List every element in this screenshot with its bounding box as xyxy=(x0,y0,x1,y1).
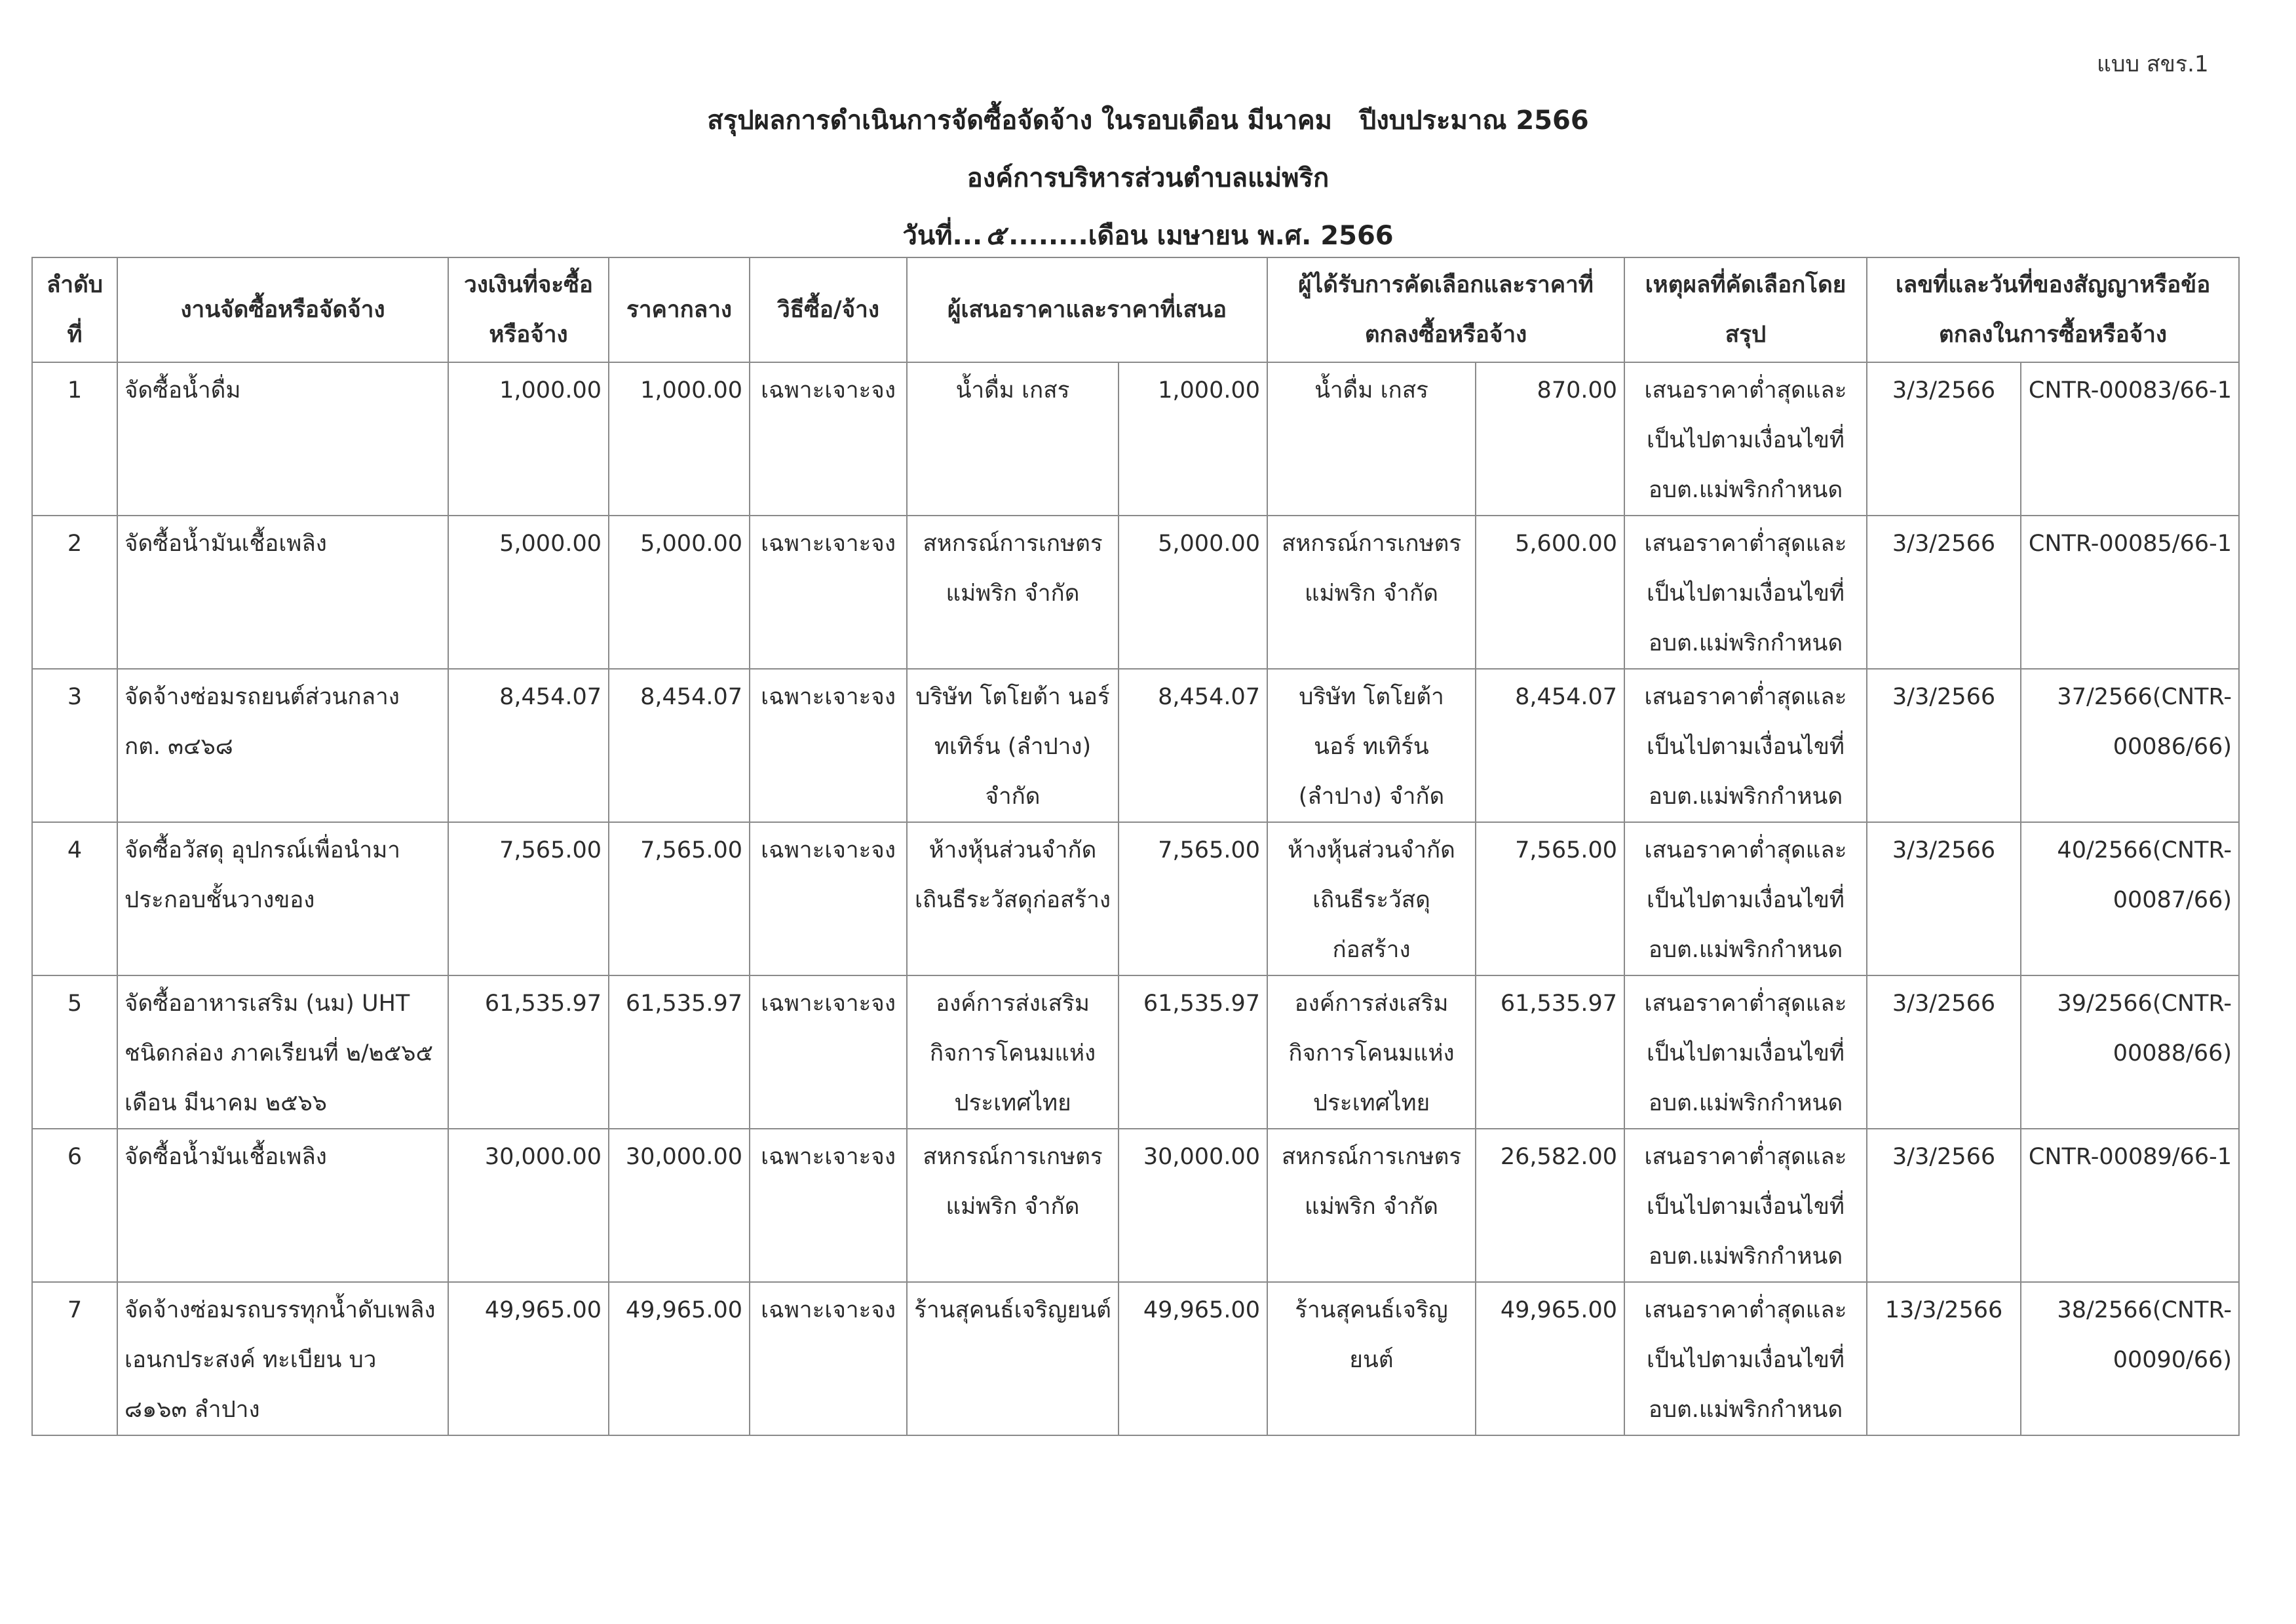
procurement-table xyxy=(31,257,2240,1436)
cell-bid-price: 49,965.00 xyxy=(1119,1282,1267,1435)
cell-bid-price: 8,454.07 xyxy=(1119,669,1267,822)
cell-no: 5 xyxy=(32,975,117,1129)
table-row xyxy=(32,362,2239,516)
cell-median-price: 5,000.00 xyxy=(609,516,750,669)
cell-reason: เสนอราคาต่ำสุดและเป็นไปตามเงื่อนไขที่ อบต.แม่พริกกำหนด xyxy=(1624,822,1867,975)
table-row xyxy=(32,975,2239,1129)
cell-bidder: สหกรณ์การเกษตร แม่พริก จำกัด xyxy=(907,516,1119,669)
table-header-row xyxy=(32,257,2239,362)
header-reason: เหตุผลที่คัดเลือกโดยสรุป xyxy=(1624,257,1867,362)
header-selected: ผู้ได้รับการคัดเลือกและราคาที่ตกลงซื้อหรือจ้าง xyxy=(1267,257,1624,362)
cell-method: เฉพาะเจาะจง xyxy=(750,362,907,516)
cell-reason: เสนอราคาต่ำสุดและเป็นไปตามเงื่อนไขที่ อบต.แม่พริกกำหนด xyxy=(1624,1282,1867,1435)
cell-contract-date: 3/3/2566 xyxy=(1867,669,2021,822)
cell-contract-date: 3/3/2566 xyxy=(1867,822,2021,975)
cell-no: 4 xyxy=(32,822,117,975)
cell-contract-date: 3/3/2566 xyxy=(1867,1129,2021,1282)
cell-reason: เสนอราคาต่ำสุดและเป็นไปตามเงื่อนไขที่ อบต.แม่พริกกำหนด xyxy=(1624,669,1867,822)
cell-method: เฉพาะเจาะจง xyxy=(750,822,907,975)
cell-contract-no: 40/2566(CNTR-00087/66) xyxy=(2021,822,2239,975)
table-row xyxy=(32,669,2239,822)
table-row xyxy=(32,516,2239,669)
cell-winner: ร้านสุคนธ์เจริญยนต์ xyxy=(1267,1282,1476,1435)
cell-median-price: 30,000.00 xyxy=(609,1129,750,1282)
cell-median-price: 7,565.00 xyxy=(609,822,750,975)
cell-win-price: 49,965.00 xyxy=(1476,1282,1624,1435)
cell-bidder: ห้างหุ้นส่วนจำกัด เถินธีระวัสดุก่อสร้าง xyxy=(907,822,1119,975)
cell-reason: เสนอราคาต่ำสุดและเป็นไปตามเงื่อนไขที่ อบต.แม่พริกกำหนด xyxy=(1624,516,1867,669)
cell-no: 3 xyxy=(32,669,117,822)
cell-budget: 49,965.00 xyxy=(448,1282,609,1435)
cell-bid-price: 30,000.00 xyxy=(1119,1129,1267,1282)
cell-winner: สหกรณ์การเกษตร แม่พริก จำกัด xyxy=(1267,516,1476,669)
cell-contract-date: 3/3/2566 xyxy=(1867,516,2021,669)
cell-work: จัดซื้อวัสดุ อุปกรณ์เพื่อนำมาประกอบชั้นวางของ xyxy=(117,822,448,975)
cell-bidder: สหกรณ์การเกษตร แม่พริก จำกัด xyxy=(907,1129,1119,1282)
cell-winner: น้ำดื่ม เกสร xyxy=(1267,362,1476,516)
table-row xyxy=(32,1129,2239,1282)
cell-method: เฉพาะเจาะจง xyxy=(750,1282,907,1435)
cell-winner: องค์การส่งเสริม กิจการโคนมแห่ง ประเทศไทย xyxy=(1267,975,1476,1129)
cell-win-price: 5,600.00 xyxy=(1476,516,1624,669)
cell-median-price: 8,454.07 xyxy=(609,669,750,822)
date-suffix: ........เดือน เมษายน พ.ศ. 2566 xyxy=(1008,221,1394,251)
cell-bidder: ร้านสุคนธ์เจริญยนต์ xyxy=(907,1282,1119,1435)
cell-contract-no: CNTR-00083/66-1 xyxy=(2021,362,2239,516)
cell-budget: 30,000.00 xyxy=(448,1129,609,1282)
header-work: งานจัดซื้อหรือจัดจ้าง xyxy=(117,257,448,362)
handwritten-day: ๕ xyxy=(985,221,1006,251)
table-row xyxy=(32,1282,2239,1435)
cell-work: จัดซื้อน้ำดื่ม xyxy=(117,362,448,516)
cell-work: จัดจ้างซ่อมรถยนต์ส่วนกลาง กต. ๓๔๖๘ xyxy=(117,669,448,822)
cell-bid-price: 61,535.97 xyxy=(1119,975,1267,1129)
cell-no: 2 xyxy=(32,516,117,669)
header-budget: วงเงินที่จะซื้อหรือจ้าง xyxy=(448,257,609,362)
cell-bidder: น้ำดื่ม เกสร xyxy=(907,362,1119,516)
report-title: สรุปผลการดำเนินการจัดซื้อจัดจ้าง ในรอบเดือน มีนาคม ปีงบประมาณ 2566 xyxy=(707,105,1589,136)
header-bidders: ผู้เสนอราคาและราคาที่เสนอ xyxy=(907,257,1267,362)
cell-reason: เสนอราคาต่ำสุดและเป็นไปตามเงื่อนไขที่ อบต.แม่พริกกำหนด xyxy=(1624,362,1867,516)
organization-name: องค์การบริหารส่วนตำบลแม่พริก xyxy=(966,163,1330,193)
cell-bid-price: 1,000.00 xyxy=(1119,362,1267,516)
cell-bidder: บริษัท โตโยต้า นอร์ ทเทิร์น (ลำปาง) จำกัด xyxy=(907,669,1119,822)
cell-win-price: 61,535.97 xyxy=(1476,975,1624,1129)
cell-contract-no: 37/2566(CNTR-00086/66) xyxy=(2021,669,2239,822)
cell-no: 6 xyxy=(32,1129,117,1282)
cell-work: จัดจ้างซ่อมรถบรรทุกน้ำดับเพลิง เอนกประสงค์ ทะเบียน บว ๘๑๖๓ ลำปาง xyxy=(117,1282,448,1435)
cell-method: เฉพาะเจาะจง xyxy=(750,516,907,669)
cell-contract-no: 39/2566(CNTR-00088/66) xyxy=(2021,975,2239,1129)
cell-method: เฉพาะเจาะจง xyxy=(750,1129,907,1282)
cell-winner: สหกรณ์การเกษตร แม่พริก จำกัด xyxy=(1267,1129,1476,1282)
cell-contract-no: CNTR-00089/66-1 xyxy=(2021,1129,2239,1282)
header-no: ลำดับที่ xyxy=(32,257,117,362)
cell-median-price: 49,965.00 xyxy=(609,1282,750,1435)
cell-contract-date: 3/3/2566 xyxy=(1867,362,2021,516)
cell-winner: ห้างหุ้นส่วนจำกัด เถินธีระวัสดุก่อสร้าง xyxy=(1267,822,1476,975)
cell-reason: เสนอราคาต่ำสุดและเป็นไปตามเงื่อนไขที่ อบต.แม่พริกกำหนด xyxy=(1624,975,1867,1129)
cell-reason: เสนอราคาต่ำสุดและเป็นไปตามเงื่อนไขที่ อบต.แม่พริกกำหนด xyxy=(1624,1129,1867,1282)
cell-work: จัดซื้ออาหารเสริม (นม) UHT ชนิดกล่อง ภาคเรียนที่ ๒/๒๕๖๕ เดือน มีนาคม ๒๕๖๖ xyxy=(117,975,448,1129)
header-method: วิธีซื้อ/จ้าง xyxy=(750,257,907,362)
cell-no: 1 xyxy=(32,362,117,516)
header-median-price: ราคากลาง xyxy=(609,257,750,362)
header-contract: เลขที่และวันที่ของสัญญาหรือข้อตกลงในการซื้อหรือจ้าง xyxy=(1867,257,2239,362)
cell-budget: 1,000.00 xyxy=(448,362,609,516)
cell-budget: 5,000.00 xyxy=(448,516,609,669)
cell-contract-date: 3/3/2566 xyxy=(1867,975,2021,1129)
cell-budget: 8,454.07 xyxy=(448,669,609,822)
cell-win-price: 26,582.00 xyxy=(1476,1129,1624,1282)
cell-median-price: 61,535.97 xyxy=(609,975,750,1129)
cell-work: จัดซื้อน้ำมันเชื้อเพลิง xyxy=(117,516,448,669)
cell-bidder: องค์การส่งเสริม กิจการโคนมแห่ง ประเทศไทย xyxy=(907,975,1119,1129)
cell-winner: บริษัท โตโยต้า นอร์ ทเทิร์น (ลำปาง) จำกัด xyxy=(1267,669,1476,822)
cell-no: 7 xyxy=(32,1282,117,1435)
cell-method: เฉพาะเจาะจง xyxy=(750,669,907,822)
date-prefix: วันที่... xyxy=(902,221,983,251)
table-row xyxy=(32,822,2239,975)
cell-win-price: 8,454.07 xyxy=(1476,669,1624,822)
cell-contract-no: 38/2566(CNTR-00090/66) xyxy=(2021,1282,2239,1435)
cell-bid-price: 7,565.00 xyxy=(1119,822,1267,975)
cell-bid-price: 5,000.00 xyxy=(1119,516,1267,669)
cell-contract-no: CNTR-00085/66-1 xyxy=(2021,516,2239,669)
cell-median-price: 1,000.00 xyxy=(609,362,750,516)
cell-work: จัดซื้อน้ำมันเชื้อเพลิง xyxy=(117,1129,448,1282)
report-date-line xyxy=(0,207,2296,265)
form-code: แบบ สขร.1 xyxy=(2097,51,2209,77)
cell-win-price: 870.00 xyxy=(1476,362,1624,516)
cell-method: เฉพาะเจาะจง xyxy=(750,975,907,1129)
cell-budget: 61,535.97 xyxy=(448,975,609,1129)
document-header xyxy=(0,92,2296,265)
cell-win-price: 7,565.00 xyxy=(1476,822,1624,975)
cell-budget: 7,565.00 xyxy=(448,822,609,975)
cell-contract-date: 13/3/2566 xyxy=(1867,1282,2021,1435)
